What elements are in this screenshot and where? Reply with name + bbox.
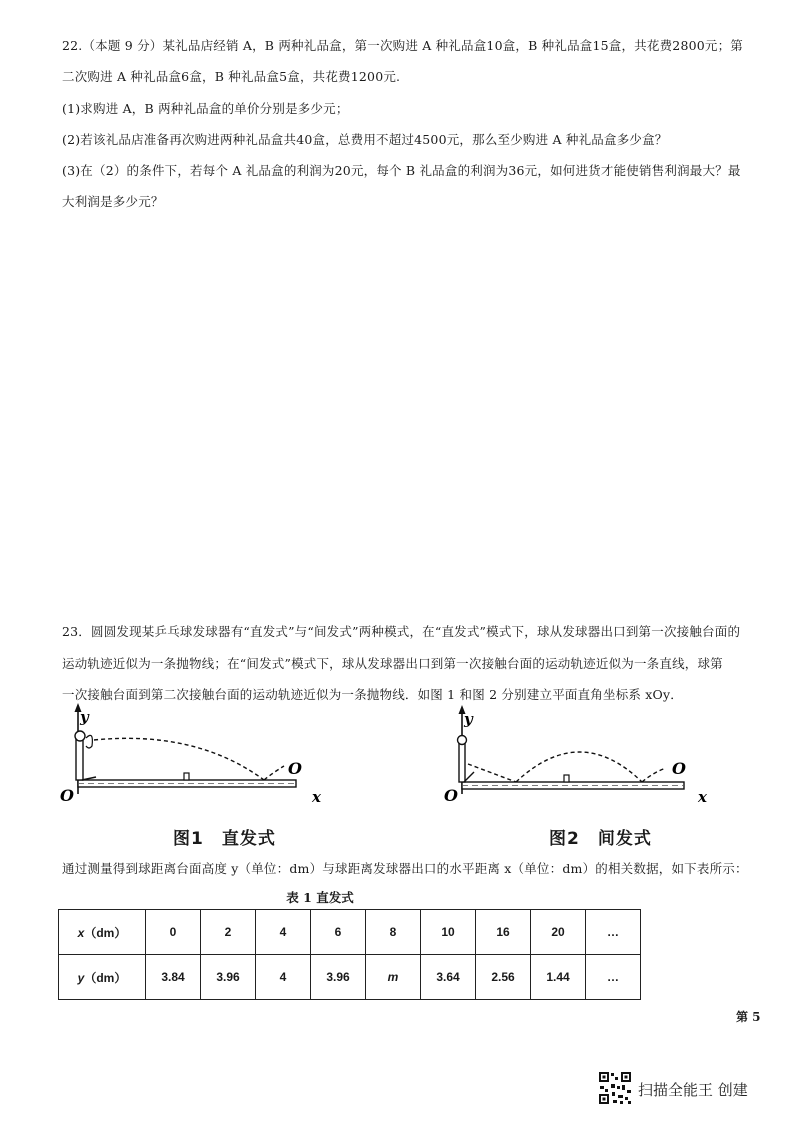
fig2-launcher [459, 742, 465, 782]
table-cell: 4 [256, 910, 311, 955]
q22-part-1: (1)求购进 A，B 两种礼品盒的单价分别是多少元； [62, 101, 349, 116]
q23-line-3: 一次接触台面到第二次接触台面的运动轨迹近似为一条抛物线．如图 1 和图 2 分别建立平面直角坐标系 xOy． [62, 687, 683, 702]
fig1-trajectory [94, 738, 264, 780]
table-cell: 0 [146, 910, 201, 955]
table-cell: 3.84 [146, 955, 201, 1000]
page-number: 第 5 [736, 1010, 761, 1024]
fig2-end-label: O [672, 759, 686, 778]
table-cell: 10 [421, 910, 476, 955]
table-cell: 3.96 [201, 955, 256, 1000]
q23-line-2: 运动轨迹近似为一条抛物线；在“间发式”模式下，球从发球器出口到第一次接触台面的运动轨迹近似为一条直线，球第 [62, 656, 723, 671]
table-row-y [59, 955, 641, 1000]
q23-line-1: 23．圆圆发现某乒乓球发球器有“直发式”与“间发式”两种模式，在“直发式”模式下，球从发球器出口到第一次接触台面的 [62, 624, 741, 639]
q23-after-figures: 通过测量得到球距离台面高度 y（单位：dm）与球距离发球器出口的水平距离 x（单位：dm）的相关数据，如下表所示： [62, 861, 748, 876]
figure-2-caption: 图2 间发式 [549, 829, 652, 849]
q22-part-3: (3)在（2）的条件下，若每个 A 礼品盒的利润为20元，每个 B 礼品盒的利润为36元，如何进货才能使销售利润最大？最 [62, 163, 741, 178]
fig1-launcher [76, 738, 83, 780]
qr-code-icon [598, 1071, 632, 1105]
fig1-y-label: y [80, 708, 89, 726]
table-cell: 20 [531, 910, 586, 955]
data-table [58, 909, 641, 1000]
fig2-x-label: x [698, 788, 707, 806]
table-cell: 2 [201, 910, 256, 955]
fig2-parabola-segment [516, 752, 642, 782]
watermark-text: 扫描全能王 创建 [638, 1081, 748, 1099]
scanner-watermark [598, 1071, 778, 1111]
fig2-y-label: y [464, 710, 473, 728]
fig1-end-label: O [288, 759, 302, 778]
figure-1-direct-mode [56, 700, 336, 810]
fig2-net [564, 775, 569, 782]
table-cell: 4 [256, 955, 311, 1000]
q22-line-2: 二次购进 A 种礼品盒6盒，B 种礼品盒5盒，共花费1200元. [62, 69, 401, 84]
q22-line-6: 大利润是多少元？ [62, 194, 164, 209]
table-title: 表 1 直发式 [286, 890, 354, 905]
table-cell: 8 [366, 910, 421, 955]
table-cell: … [586, 910, 641, 955]
table-cell: m [366, 955, 421, 1000]
q22-part-2: (2)若该礼品店准备再次购进两种礼品盒共40盒，总费用不超过4500元，那么至少购进 A 种礼品盒多少盒？ [62, 132, 668, 147]
table-row-x [59, 910, 641, 955]
q22-line-1: 22.（本题 9 分）某礼品店经销 A，B 两种礼品盒，第一次购进 A 种礼品盒10盒，B 种礼品盒15盒，共花费2800元；第 [62, 38, 743, 53]
fig1-x-label: x [312, 788, 321, 806]
table-cell: 2.56 [476, 955, 531, 1000]
table-cell: 16 [476, 910, 531, 955]
table-cell: … [586, 955, 641, 1000]
y-header: y（dm） [59, 955, 146, 1000]
x-header: x（dm） [59, 910, 146, 955]
table-cell: 3.96 [311, 955, 366, 1000]
table-cell: 3.64 [421, 955, 476, 1000]
fig1-origin-label: O [60, 786, 74, 805]
table-cell: 1.44 [531, 955, 586, 1000]
fig2-origin-label: O [444, 786, 458, 805]
fig1-net [184, 773, 189, 780]
fig2-straight-segment [468, 764, 516, 782]
table-cell: 6 [311, 910, 366, 955]
figure-1-caption: 图1 直发式 [173, 829, 276, 849]
figure-2-indirect-mode [440, 702, 730, 812]
